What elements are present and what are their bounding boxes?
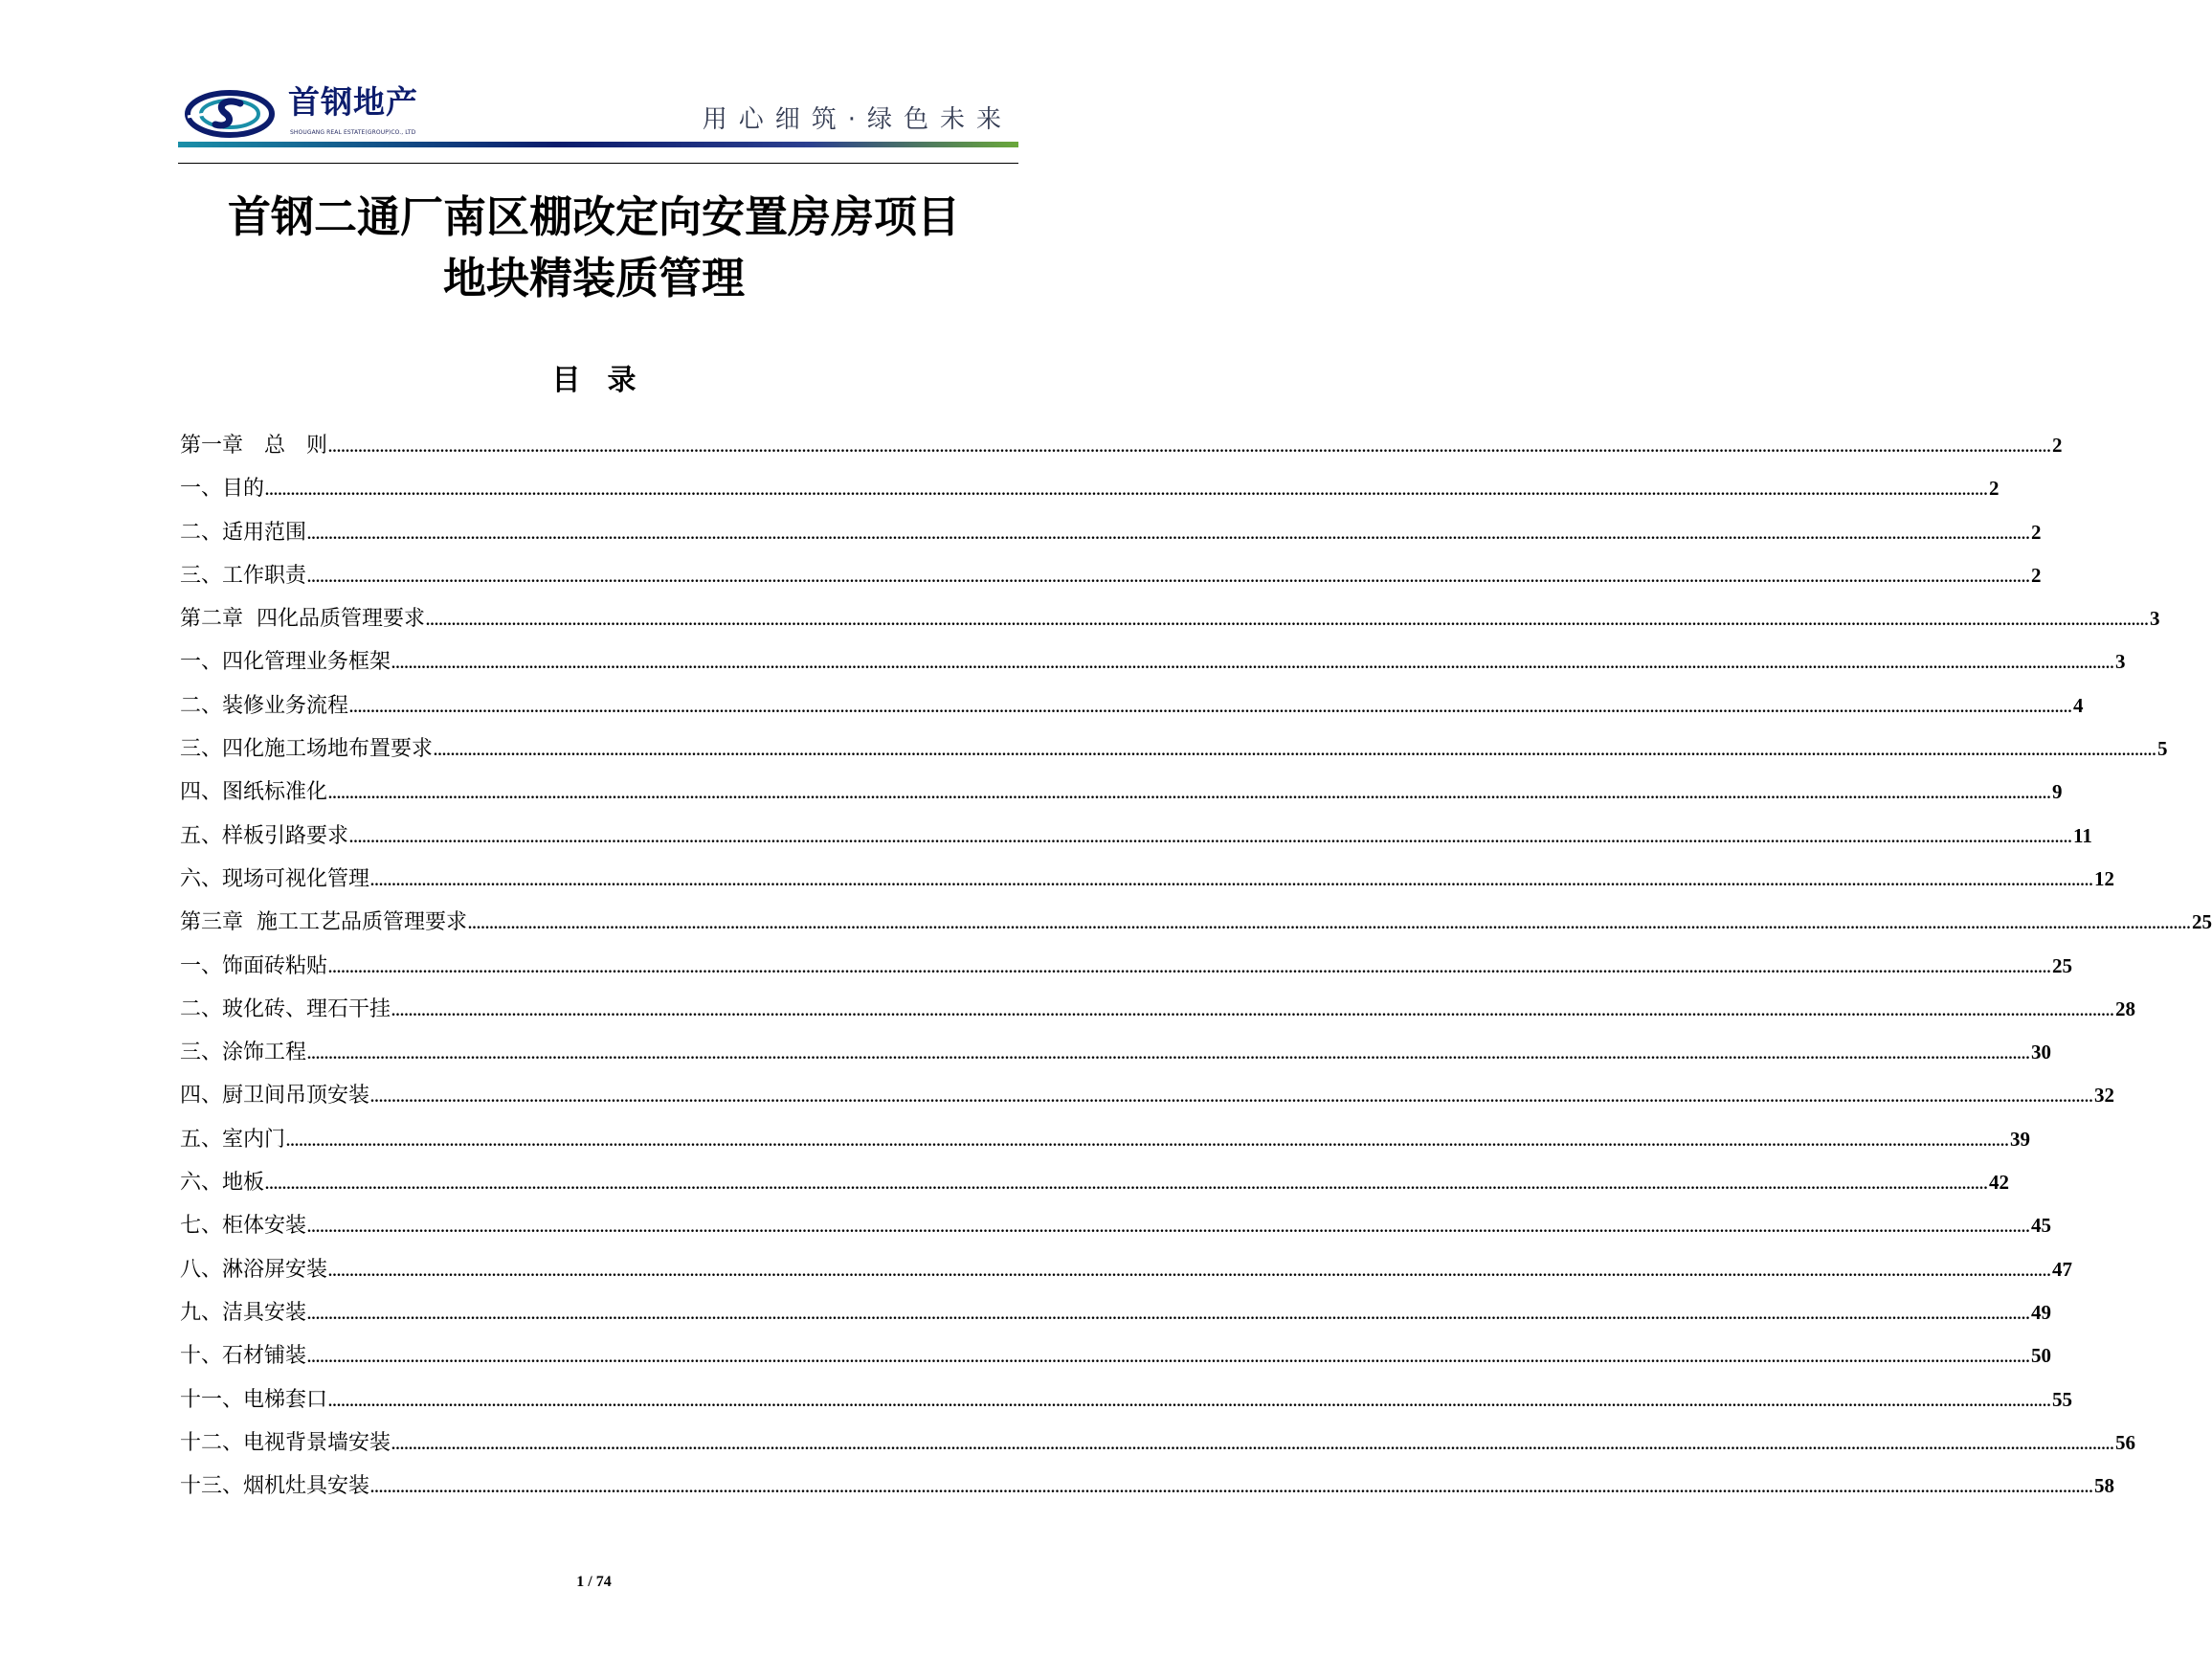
- toc-entry[interactable]: [180, 823, 2092, 869]
- toc-entry-page: 58: [2094, 1474, 2115, 1498]
- toc-entry[interactable]: [180, 650, 2126, 695]
- toc-entry-page: 2: [2052, 434, 2063, 457]
- toc-entry-label: 二、玻化砖、理石干挂: [180, 996, 391, 1021]
- toc-entry[interactable]: [180, 953, 2073, 999]
- toc-entry-page: 9: [2052, 780, 2063, 804]
- toc-entry[interactable]: [180, 434, 2063, 479]
- toc-dot-leader: ................................................................................................................................................................................................................................................................................................................................................................................................................: [391, 1436, 2115, 1453]
- toc-entry-label: 六、地板: [180, 1171, 265, 1196]
- toc-entry-page: 32: [2094, 1084, 2115, 1108]
- toc-dot-leader: ................................................................................................................................................................................................................................................................................................................................................................................................................: [370, 1480, 2094, 1497]
- toc-entry-label: 八、淋浴屏安装: [180, 1257, 328, 1282]
- toc-entry-page: 4: [2073, 693, 2084, 717]
- toc-entry[interactable]: [180, 1387, 2073, 1433]
- toc-entry-page: 28: [2115, 996, 2136, 1020]
- toc-entry-label: 十三、烟机灶具安装: [180, 1474, 370, 1499]
- toc-dot-leader: ................................................................................................................................................................................................................................................................................................................................................................................................................: [370, 872, 2094, 889]
- toc-entry-page: 50: [2031, 1344, 2052, 1368]
- table-of-contents: [180, 434, 2212, 1519]
- toc-entry[interactable]: [180, 866, 2115, 912]
- toc-entry-page: 2: [1989, 477, 2000, 501]
- toc-entry[interactable]: [180, 737, 2168, 782]
- toc-dot-leader: ................................................................................................................................................................................................................................................................................................................................................................................................................: [328, 439, 2052, 456]
- toc-entry-page: 42: [1989, 1171, 2010, 1195]
- toc-entry[interactable]: [180, 520, 2042, 566]
- toc-heading: 目录: [551, 364, 663, 397]
- toc-entry-page: 25: [2192, 910, 2212, 934]
- toc-dot-leader: ................................................................................................................................................................................................................................................................................................................................................................................................................: [307, 1306, 2031, 1323]
- toc-entry-label: 三、四化施工场地布置要求: [180, 737, 434, 762]
- toc-entry[interactable]: [180, 607, 2160, 652]
- toc-dot-leader: ................................................................................................................................................................................................................................................................................................................................................................................................................: [307, 526, 2031, 543]
- toc-dot-leader: ................................................................................................................................................................................................................................................................................................................................................................................................................: [468, 916, 2191, 933]
- toc-entry-page: 39: [2010, 1127, 2031, 1151]
- toc-entry[interactable]: [180, 1041, 2052, 1086]
- toc-dot-leader: ................................................................................................................................................................................................................................................................................................................................................................................................................: [328, 959, 2052, 976]
- toc-entry[interactable]: [180, 1171, 2010, 1216]
- toc-dot-leader: ................................................................................................................................................................................................................................................................................................................................................................................................................: [328, 1263, 2052, 1280]
- toc-dot-leader: ................................................................................................................................................................................................................................................................................................................................................................................................................: [286, 1132, 2010, 1150]
- toc-dot-leader: ................................................................................................................................................................................................................................................................................................................................................................................................................: [328, 786, 2052, 803]
- toc-dot-leader: ................................................................................................................................................................................................................................................................................................................................................................................................................: [391, 656, 2115, 673]
- toc-dot-leader: ................................................................................................................................................................................................................................................................................................................................................................................................................: [328, 1393, 2052, 1410]
- toc-dot-leader: ................................................................................................................................................................................................................................................................................................................................................................................................................: [307, 1046, 2031, 1063]
- toc-entry-label: 一、饰面砖粘贴: [180, 953, 328, 978]
- toc-entry[interactable]: [180, 1474, 2115, 1519]
- toc-entry[interactable]: [180, 1430, 2136, 1476]
- toc-dot-leader: ................................................................................................................................................................................................................................................................................................................................................................................................................: [265, 1176, 1989, 1194]
- toc-entry-label: 三、工作职责: [180, 563, 307, 588]
- toc-entry[interactable]: [180, 563, 2042, 609]
- toc-entry-page: 12: [2094, 866, 2115, 890]
- toc-entry-label: 四、图纸标准化: [180, 780, 328, 805]
- document-title-line-1: 首钢二通厂南区棚改定向安置房房项目: [227, 191, 960, 242]
- company-slogan: 用心细筑·绿色未来: [702, 105, 1013, 134]
- toc-dot-leader: ................................................................................................................................................................................................................................................................................................................................................................................................................: [349, 829, 2073, 846]
- page-number: 1 / 74: [576, 1574, 612, 1590]
- toc-entry[interactable]: [180, 996, 2136, 1042]
- toc-dot-leader: ................................................................................................................................................................................................................................................................................................................................................................................................................: [307, 569, 2031, 586]
- toc-dot-leader: ................................................................................................................................................................................................................................................................................................................................................................................................................: [265, 482, 1989, 500]
- toc-entry[interactable]: [180, 780, 2063, 825]
- toc-entry-page: 47: [2052, 1257, 2073, 1281]
- toc-entry-label: 十、石材铺装: [180, 1344, 307, 1369]
- toc-entry-label: 六、现场可视化管理: [180, 866, 370, 891]
- toc-entry[interactable]: [180, 1084, 2115, 1129]
- toc-entry-label: 五、室内门: [180, 1127, 286, 1152]
- toc-entry[interactable]: [180, 1127, 2031, 1173]
- toc-entry-label: 第二章 四化品质管理要求: [180, 607, 425, 632]
- toc-dot-leader: ................................................................................................................................................................................................................................................................................................................................................................................................................: [307, 1350, 2031, 1367]
- toc-entry[interactable]: [180, 1300, 2052, 1346]
- toc-entry-page: 30: [2031, 1041, 2052, 1064]
- toc-dot-leader: ................................................................................................................................................................................................................................................................................................................................................................................................................: [426, 613, 2149, 630]
- toc-entry-page: 2: [2031, 563, 2042, 587]
- toc-entry[interactable]: [180, 1257, 2073, 1303]
- toc-entry-label: 一、四化管理业务框架: [180, 650, 391, 675]
- toc-entry-page: 25: [2052, 953, 2073, 977]
- header-divider: [178, 163, 1018, 164]
- toc-dot-leader: ................................................................................................................................................................................................................................................................................................................................................................................................................: [391, 1002, 2115, 1019]
- toc-entry-page: 45: [2031, 1214, 2052, 1238]
- company-logo-text: 首钢地产: [288, 83, 418, 121]
- toc-entry[interactable]: [180, 1214, 2052, 1259]
- toc-entry-page: 49: [2031, 1300, 2052, 1324]
- company-english-name: SHOUGANG REAL ESTATE(GROUP)CO., LTD: [290, 129, 416, 136]
- toc-entry[interactable]: [180, 693, 2084, 739]
- toc-entry-label: 七、柜体安装: [180, 1214, 307, 1239]
- toc-entry-label: 第三章 施工工艺品质管理要求: [180, 910, 467, 935]
- toc-entry-page: 11: [2073, 823, 2092, 847]
- toc-dot-leader: ................................................................................................................................................................................................................................................................................................................................................................................................................: [434, 743, 2157, 760]
- toc-entry-label: 三、涂饰工程: [180, 1041, 307, 1065]
- toc-entry-page: 3: [2150, 607, 2160, 631]
- toc-entry[interactable]: [180, 477, 2000, 522]
- toc-dot-leader: ................................................................................................................................................................................................................................................................................................................................................................................................................: [307, 1220, 2031, 1237]
- toc-entry-page: 56: [2115, 1430, 2136, 1454]
- company-logo-icon: [185, 88, 275, 140]
- toc-entry[interactable]: [180, 1344, 2052, 1389]
- toc-entry-label: 二、装修业务流程: [180, 693, 349, 718]
- toc-entry-label: 一、目的: [180, 477, 265, 502]
- toc-entry-label: 九、洁具安装: [180, 1300, 307, 1325]
- toc-entry-label: 五、样板引路要求: [180, 823, 349, 848]
- toc-entry-label: 四、厨卫间吊顶安装: [180, 1084, 370, 1108]
- toc-entry-page: 2: [2031, 520, 2042, 544]
- toc-entry-page: 55: [2052, 1387, 2073, 1411]
- toc-entry[interactable]: [180, 910, 2212, 955]
- toc-entry-label: 十一、电梯套口: [180, 1387, 328, 1412]
- toc-entry-label: 十二、电视背景墙安装: [180, 1430, 391, 1455]
- toc-entry-page: 3: [2115, 650, 2126, 674]
- toc-entry-label: 第一章 总 则: [180, 434, 328, 458]
- toc-entry-page: 5: [2157, 737, 2168, 761]
- header-color-bar: [178, 142, 1018, 147]
- toc-dot-leader: ................................................................................................................................................................................................................................................................................................................................................................................................................: [349, 699, 2073, 716]
- toc-dot-leader: ................................................................................................................................................................................................................................................................................................................................................................................................................: [370, 1089, 2094, 1107]
- toc-entry-label: 二、适用范围: [180, 520, 307, 545]
- document-title-line-2: 地块精装质管理: [442, 253, 745, 303]
